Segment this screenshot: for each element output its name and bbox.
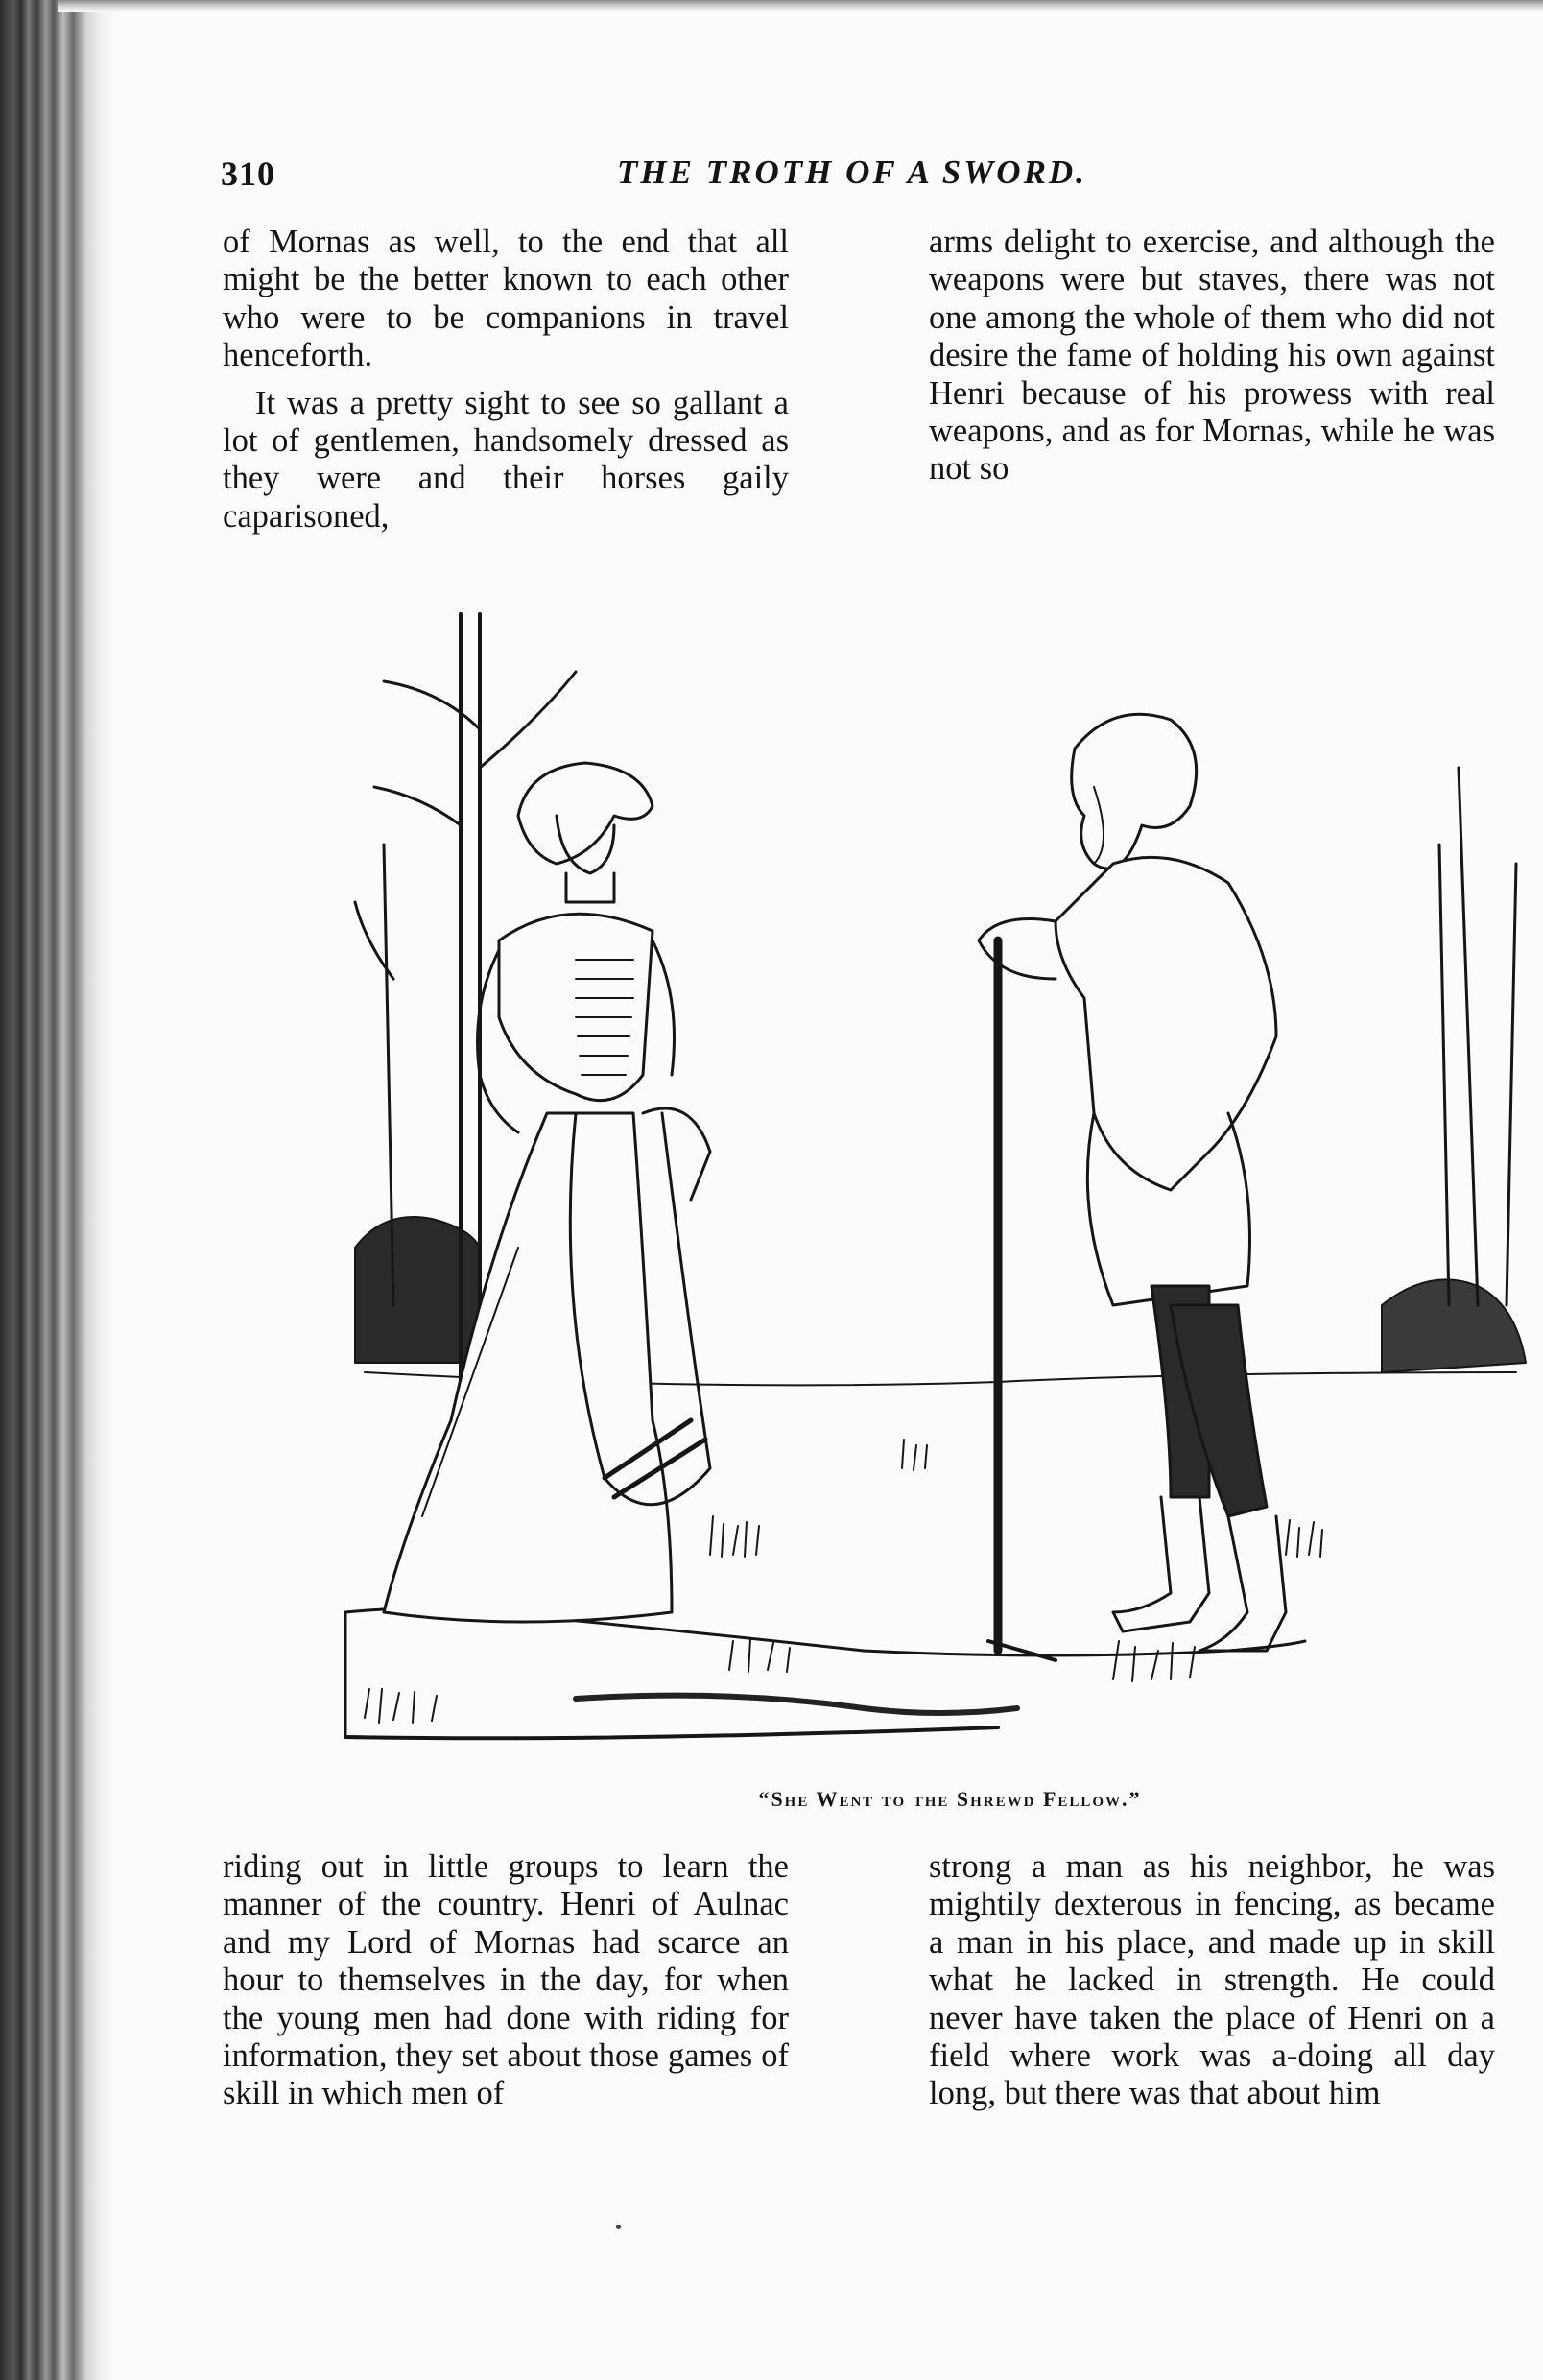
paragraph: of Mornas as well, to the end that all might be the better known to each other who were to be companions in travel henceforth.	[223, 224, 789, 374]
running-title: THE TROTH OF A SWORD.	[617, 154, 1087, 191]
paragraph: riding out in little groups to learn the manner of the country. Henri of Aulnac and my Lord of Mornas had scarce an hour to themselves in the day, for when the young men had done with riding for information, they set about those games of skill in which men of	[223, 1848, 789, 2112]
woman-figure	[384, 763, 710, 1622]
paragraph: arms delight to exercise, and although the weapons were but staves, there was not one among the whole of them who did not desire the fame of holding his own against Henri because of his prowess with real weapons, and as for Mornas, while he was not so	[929, 224, 1495, 488]
book-spine-edge	[0, 0, 115, 2380]
ink-speck	[616, 2225, 621, 2229]
text-column-bottom-left	[223, 1848, 789, 2113]
text-column-top-left	[223, 224, 789, 536]
illustration-caption: “She Went to the Shrewd Fellow.”	[758, 1787, 1142, 1811]
paragraph: strong a man as his neighbor, he was mightily dexterous in fencing, as became a man in his place, and made up in skill what he lacked in strength. He could never have taken the place of Henri on a field where work was a-doing all day long, but there was that about him	[929, 1848, 1495, 2112]
text-column-bottom-right	[929, 1848, 1495, 2113]
paragraph: It was a pretty sight to see so gallant a lot of gentlemen, handsomely dressed as they were and their horses gaily caparisoned,	[223, 384, 789, 535]
page-number: 310	[221, 155, 275, 193]
running-head	[221, 154, 1487, 200]
text-column-top-right	[929, 224, 1495, 488]
man-figure	[979, 714, 1286, 1660]
engraving-illustration	[326, 576, 1535, 1766]
